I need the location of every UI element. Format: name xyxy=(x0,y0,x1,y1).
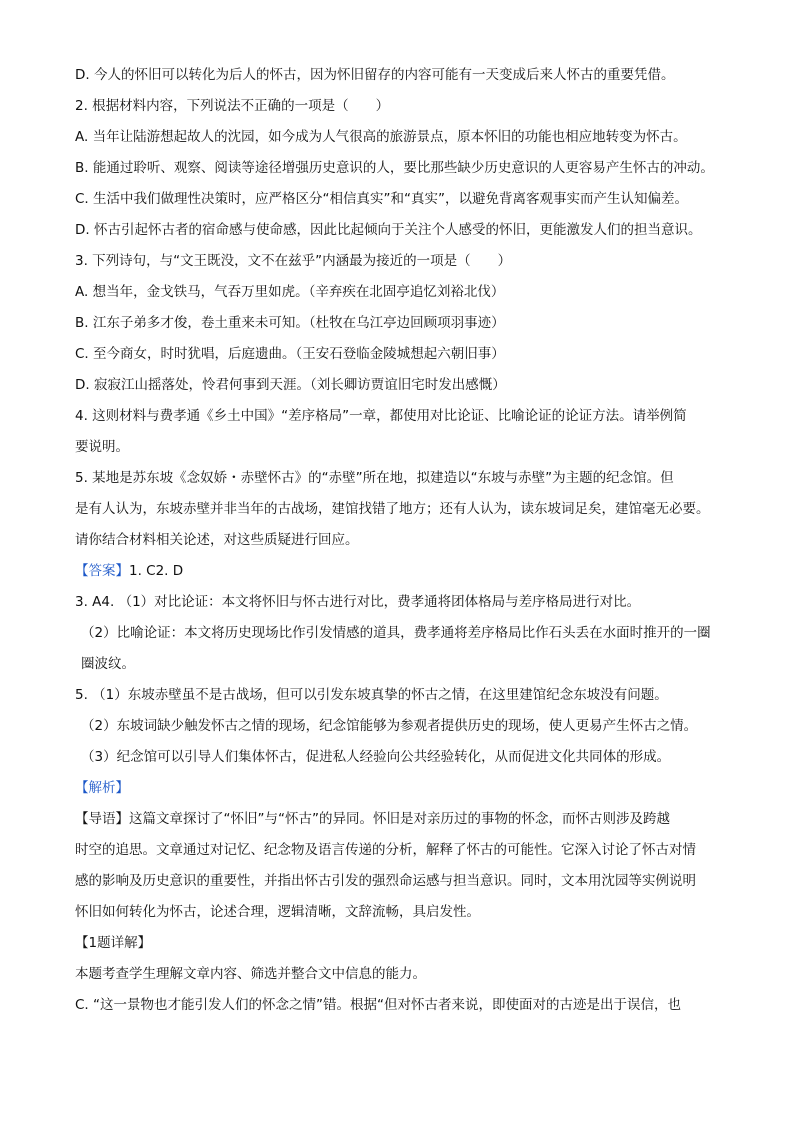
option-b-q3: B. 江东子弟多才俊，卷土重来未可知。（杜牧在乌江亭边回顾项羽事迹） xyxy=(75,315,505,331)
question-4-line-2: 要说明。 xyxy=(75,439,129,455)
option-d-q2: D. 怀古引起怀古者的宿命感与使命感，因此比起倾向于关注个人感受的怀旧，更能激发人们的担当意识。 xyxy=(75,222,702,238)
answer-q5-1: 5. （1）东坡赤壁虽不是古战场，但可以引发东坡真挚的怀古之情，在这里建馆纪念东坡没有问题。 xyxy=(75,687,668,703)
answer-label: 【答案】 xyxy=(75,563,129,579)
answer-q5-2: （2）东坡词缺少触发怀古之情的现场，纪念馆能够为参观者提供历史的现场，使人更易产生怀古之情。 xyxy=(81,718,698,734)
option-d-q3: D. 寂寂江山摇落处，怜君何事到天涯。（刘长卿访贾谊旧宅时发出感慨） xyxy=(75,377,506,393)
option-c-q3: C. 至今商女，时时犹唱，后庭遗曲。（王安石登临金陵城想起六朝旧事） xyxy=(75,346,505,362)
guide-line-4: 怀旧如何转化为怀古，论述合理，逻辑清晰，文辞流畅，具启发性。 xyxy=(75,904,480,920)
guide-line-1: 【导语】这篇文章探讨了“怀旧”与“怀古”的异同。怀旧是对亲历过的事物的怀念，而怀古则涉及跨越 xyxy=(75,811,670,827)
answer-q4-metaphor-1: （2）比喻论证：本文将历史现场比作引发情感的道具，费孝通将差序格局比作石头丢在水面时推开的一圈 xyxy=(81,625,711,641)
answer-q3-q4: 3. A4. （1）对比论证：本文将怀旧与怀古进行对比，费孝通将团体格局与差序格局进行对比。 xyxy=(75,594,641,610)
question-4-line-1: 4. 这则材料与费孝通《乡土中国》“差序格局”一章，都使用对比论证、比喻论证的论证方法。请举例简 xyxy=(75,408,687,424)
answer-q5-3: （3）纪念馆可以引导人们集体怀古，促进私人经验向公共经验转化，从而促进文化共同体的形成。 xyxy=(81,749,671,765)
answer-text: 1. C2. D xyxy=(129,563,184,579)
guide-line-3: 感的影响及历史意识的重要性，并指出怀古引发的强烈命运感与担当意识。同时，文本用沈园等实例说明 xyxy=(75,873,696,889)
option-a-q2: A. 当年让陆游想起故人的沈园，如今成为人气很高的旅游景点，原本怀旧的功能也相应地转变为怀古。 xyxy=(75,129,687,145)
question-3: 3. 下列诗句，与“文王既没，文不在兹乎”内涵最为接近的一项是（ ） xyxy=(75,253,512,269)
option-d-q1: D. 今人的怀旧可以转化为后人的怀古，因为怀旧留存的内容可能有一天变成后来人怀古的重要凭借。 xyxy=(75,67,675,83)
question-2: 2. 根据材料内容，下列说法不正确的一项是（ ） xyxy=(75,98,390,114)
analysis-label: 【解析】 xyxy=(75,780,129,796)
detail-heading: 【1题详解】 xyxy=(75,935,152,951)
option-c-q2: C. 生活中我们做理性决策时，应严格区分“相信真实”和“真实”，以避免背离客观事实而产生认知偏差。 xyxy=(75,191,688,207)
detail-line-1: 本题考查学生理解文章内容、筛选并整合文中信息的能力。 xyxy=(75,966,426,982)
question-5-line-1: 5. 某地是苏东坡《念奴娇・赤壁怀古》的“赤壁”所在地，拟建造以“东坡与赤壁”为主题的纪念馆。但 xyxy=(75,470,674,486)
guide-line-2: 时空的追思。文章通过对记忆、纪念物及语言传递的分析，解释了怀古的可能性。它深入讨论了怀古对情 xyxy=(75,842,696,858)
detail-line-2: C. “这一景物也才能引发人们的怀念之情”错。根据“但对怀古者来说，即使面对的古迹是出于误信，也 xyxy=(75,997,681,1013)
answer-q4-metaphor-2: 圈波纹。 xyxy=(81,656,135,672)
document-body xyxy=(75,60,735,1021)
option-b-q2: B. 能通过聆听、观察、阅读等途径增强历史意识的人，要比那些缺少历史意识的人更容易产生怀古的冲动。 xyxy=(75,160,714,176)
question-5-line-2: 是有人认为，东坡赤壁并非当年的古战场，建馆找错了地方；还有人认为，读东坡词足矣，建馆毫无必要。 xyxy=(75,501,710,517)
question-5-line-3: 请你结合材料相关论述，对这些质疑进行回应。 xyxy=(75,532,359,548)
option-a-q3: A. 想当年，金戈铁马，气吞万里如虎。（辛弃疾在北固亭追忆刘裕北伐） xyxy=(75,284,505,300)
answer-line xyxy=(75,556,735,587)
